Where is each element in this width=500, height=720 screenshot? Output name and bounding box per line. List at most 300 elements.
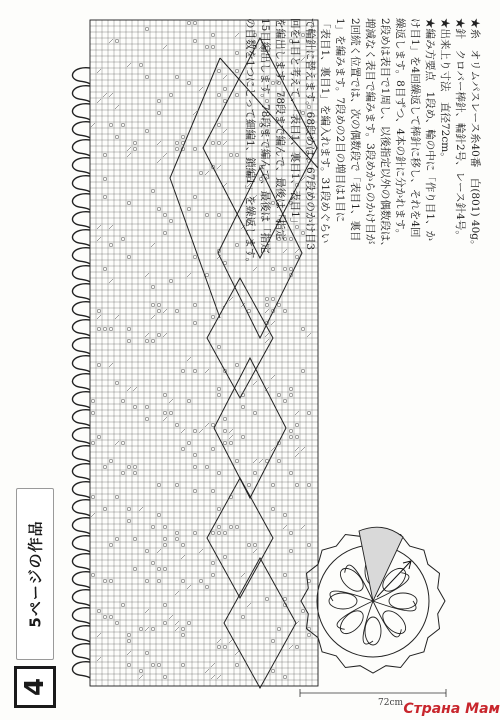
yarn-over-symbol (283, 573, 287, 577)
yarn-over-symbol (145, 549, 149, 553)
yarn-over-symbol (103, 153, 107, 157)
yarn-over-symbol (169, 279, 173, 283)
instructions-text (244, 18, 482, 488)
yarn-over-symbol (181, 543, 185, 547)
yarn-over-symbol (103, 465, 107, 469)
decrease-symbol (187, 357, 191, 361)
decrease-symbol (127, 387, 131, 391)
yarn-over-symbol (217, 471, 221, 475)
yarn-over-symbol (217, 645, 221, 649)
decrease-symbol (157, 159, 161, 163)
instruction-line: ★編み方要点 1段め、輪の中に「作り目1、か (424, 18, 436, 241)
yarn-over-symbol (181, 633, 185, 637)
yarn-over-symbol (247, 543, 251, 547)
decrease-symbol (115, 105, 119, 109)
yarn-over-symbol (109, 327, 113, 331)
yarn-over-symbol (103, 267, 107, 271)
yarn-over-symbol (205, 465, 209, 469)
instruction-line: を編出します。78段まで編んで、最後は「指定 (274, 18, 286, 241)
decrease-symbol (223, 75, 227, 79)
decrease-symbol (163, 333, 167, 337)
yarn-over-symbol (133, 471, 137, 475)
decrease-symbol (127, 63, 131, 67)
scallop-loop (72, 518, 90, 534)
petal (365, 617, 381, 645)
yarn-over-symbol (265, 597, 269, 601)
yarn-over-symbol (235, 51, 239, 55)
yarn-over-symbol (193, 195, 197, 199)
decrease-symbol (175, 591, 179, 595)
yarn-over-symbol (271, 669, 275, 673)
decrease-symbol (115, 315, 119, 319)
yarn-over-symbol (223, 261, 227, 265)
yarn-over-symbol (133, 405, 137, 409)
instruction-line: け目1」を4回繰返して棒針に移し、それを4回 (409, 18, 421, 238)
decrease-symbol (223, 183, 227, 187)
decrease-symbol (169, 615, 173, 619)
yarn-over-symbol (157, 663, 161, 667)
yarn-over-symbol (163, 567, 167, 571)
yarn-over-symbol (151, 663, 155, 667)
instruction-line: 15目編出します。78段まで編んで、最後は「指定 (259, 18, 271, 254)
scallop-loop (72, 158, 90, 174)
yarn-over-symbol (181, 447, 185, 451)
yarn-over-symbol (133, 147, 137, 151)
yarn-over-symbol (235, 69, 239, 73)
decrease-symbol (229, 429, 233, 433)
yarn-over-symbol (205, 585, 209, 589)
yarn-over-symbol (127, 201, 131, 205)
yarn-over-symbol (193, 429, 197, 433)
yarn-over-symbol (271, 639, 275, 643)
decrease-symbol (211, 675, 215, 679)
dimension-label: 72cm (378, 698, 404, 708)
yarn-over-symbol (157, 111, 161, 115)
scallop-loop (72, 284, 90, 300)
doily-motif-diagram (298, 505, 448, 697)
issue-number: 4 (20, 677, 50, 697)
scallop-loop (72, 410, 90, 426)
instruction-line: の目数を1つにとって細編1、鎖編1」を繰返します。 (244, 18, 256, 268)
decrease-symbol (205, 669, 209, 673)
scallop-loop (72, 464, 90, 480)
yarn-over-symbol (145, 405, 149, 409)
yarn-over-symbol (217, 393, 221, 397)
yarn-over-symbol (253, 543, 257, 547)
yarn-over-symbol (229, 525, 233, 529)
dimension-line (300, 689, 446, 697)
decrease-symbol (115, 441, 119, 445)
petal-line (373, 601, 416, 611)
scallop-loop (72, 230, 90, 246)
scallop-loop (72, 248, 90, 264)
scallop-loop (72, 608, 90, 624)
yarn-over-symbol (235, 525, 239, 529)
decrease-symbol (97, 99, 101, 103)
scallop-loop (72, 104, 90, 120)
yarn-over-symbol (157, 333, 161, 337)
decrease-symbol (205, 423, 209, 427)
yarn-over-symbol (115, 537, 119, 541)
yarn-over-symbol (127, 633, 131, 637)
yarn-over-symbol (151, 627, 155, 631)
yarn-over-symbol (151, 561, 155, 565)
yarn-over-symbol (217, 387, 221, 391)
yarn-over-symbol (271, 507, 275, 511)
decrease-symbol (199, 87, 203, 91)
instruction-line: で輪針に替えます。68段めは、67段めのかけ目3 (304, 18, 316, 251)
decrease-symbol (235, 651, 239, 655)
yarn-over-symbol (193, 321, 197, 325)
decrease-symbol (253, 549, 257, 553)
decrease-symbol (157, 549, 161, 553)
yarn-over-symbol (157, 579, 161, 583)
instructions-block (244, 18, 482, 488)
yarn-over-symbol (97, 609, 101, 613)
yarn-over-symbol (91, 411, 95, 415)
yarn-over-symbol (145, 579, 149, 583)
decrease-symbol (223, 129, 227, 133)
yarn-over-symbol (235, 93, 239, 97)
yarn-over-symbol (163, 213, 167, 217)
decrease-symbol (127, 147, 131, 151)
yarn-over-symbol (127, 519, 131, 523)
yarn-over-symbol (223, 531, 227, 535)
yarn-over-symbol (145, 75, 149, 79)
yarn-over-symbol (163, 537, 167, 541)
yarn-over-symbol (175, 483, 179, 487)
instruction-line: ★出来上り寸法 直径72cm。 (439, 18, 451, 163)
decrease-symbol (97, 225, 101, 229)
yarn-over-symbol (187, 21, 191, 25)
yarn-over-symbol (211, 447, 215, 451)
yarn-over-symbol (283, 597, 287, 601)
yarn-over-symbol (211, 423, 215, 427)
yarn-over-symbol (187, 399, 191, 403)
yarn-over-symbol (115, 381, 119, 385)
decrease-symbol (217, 639, 221, 643)
scallop-loop (72, 554, 90, 570)
yarn-over-symbol (151, 285, 155, 289)
yarn-over-symbol (91, 441, 95, 445)
yarn-over-symbol (121, 399, 125, 403)
scallop-loop (72, 176, 90, 192)
yarn-over-symbol (175, 75, 179, 79)
decrease-symbol (283, 525, 287, 529)
yarn-over-symbol (97, 435, 101, 439)
yarn-over-symbol (97, 363, 101, 367)
yarn-over-symbol (133, 465, 137, 469)
yarn-over-symbol (145, 339, 149, 343)
scallop-loop (72, 266, 90, 282)
yarn-over-symbol (235, 459, 239, 463)
decrease-symbol (127, 153, 131, 157)
decrease-symbol (163, 309, 167, 313)
scallop-loop (72, 68, 90, 84)
decrease-symbol (217, 165, 221, 169)
chart-scallop-edge (72, 68, 90, 678)
yarn-over-symbol (127, 339, 131, 343)
yarn-over-symbol (139, 669, 143, 673)
decrease-symbol (97, 633, 101, 637)
yarn-over-symbol (97, 327, 101, 331)
yarn-over-symbol (223, 441, 227, 445)
yarn-over-symbol (223, 555, 227, 559)
decrease-symbol (145, 333, 149, 337)
yarn-over-symbol (163, 411, 167, 415)
decrease-symbol (103, 93, 107, 97)
yarn-over-symbol (211, 573, 215, 577)
decrease-symbol (145, 627, 149, 631)
yarn-over-symbol (211, 531, 215, 535)
yarn-over-symbol (217, 123, 221, 127)
scallop-loop (72, 590, 90, 606)
yarn-over-symbol (121, 441, 125, 445)
scallop-loop (72, 446, 90, 462)
decrease-symbol (223, 303, 227, 307)
yarn-over-symbol (133, 537, 137, 541)
decrease-symbol (187, 585, 191, 589)
yarn-over-symbol (127, 639, 131, 643)
yarn-over-symbol (181, 579, 185, 583)
yarn-over-symbol (163, 231, 167, 235)
yarn-over-symbol (103, 177, 107, 181)
scallop-loop (72, 194, 90, 210)
motif-dimension-line (300, 689, 446, 697)
yarn-over-symbol (211, 141, 215, 145)
scallop-loop (72, 626, 90, 642)
yarn-over-symbol (175, 309, 179, 313)
yarn-over-symbol (217, 531, 221, 535)
yarn-over-symbol (283, 513, 287, 517)
scallop-loop (72, 374, 90, 390)
petal (329, 593, 357, 609)
decrease-symbol (97, 315, 101, 319)
decrease-symbol (211, 663, 215, 667)
yarn-over-symbol (151, 189, 155, 193)
decrease-symbol (223, 141, 227, 145)
yarn-over-symbol (133, 567, 137, 571)
yarn-over-symbol (103, 579, 107, 583)
yarn-over-symbol (235, 153, 239, 157)
yarn-over-symbol (127, 465, 131, 469)
yarn-over-symbol (217, 525, 221, 529)
decrease-symbol (175, 627, 179, 631)
yarn-over-symbol (223, 87, 227, 91)
scallop-loop (72, 536, 90, 552)
decrease-symbol (229, 639, 233, 643)
yarn-over-symbol (157, 513, 161, 517)
yarn-over-symbol (175, 141, 179, 145)
decrease-symbol (151, 315, 155, 319)
yarn-over-symbol (127, 255, 131, 259)
decrease-symbol (181, 555, 185, 559)
decrease-symbol (109, 39, 113, 43)
instruction-line: 回を1目と考えて、「表目1、裏目1、表目1」 (289, 18, 301, 229)
motif-shaded-segment (359, 527, 403, 601)
yarn-over-symbol (103, 507, 107, 511)
yarn-over-symbol (289, 531, 293, 535)
decrease-symbol (109, 279, 113, 283)
decrease-symbol (163, 417, 167, 421)
yarn-over-symbol (157, 483, 161, 487)
decrease-symbol (109, 363, 113, 367)
yarn-over-symbol (157, 303, 161, 307)
yarn-over-symbol (205, 213, 209, 217)
yarn-over-symbol (187, 81, 191, 85)
decrease-symbol (229, 435, 233, 439)
petal-line (363, 601, 373, 644)
yarn-over-symbol (211, 33, 215, 37)
yarn-over-symbol (193, 453, 197, 457)
watermark-text: Страна Мам (403, 701, 500, 717)
yarn-over-symbol (163, 675, 167, 679)
yarn-over-symbol (109, 243, 113, 247)
yarn-over-symbol (109, 123, 113, 127)
yarn-over-symbol (121, 471, 125, 475)
scallop-loop (72, 86, 90, 102)
yarn-over-symbol (169, 411, 173, 415)
yarn-over-symbol (151, 525, 155, 529)
instruction-line: 増減なく表目で編みます。3段めからのかけ目が (364, 18, 376, 245)
decrease-symbol (217, 675, 221, 679)
yarn-over-symbol (175, 537, 179, 541)
yarn-over-symbol (277, 627, 281, 631)
scallop-loop (72, 482, 90, 498)
decrease-symbol (181, 429, 185, 433)
scallop-loop (72, 122, 90, 138)
yarn-over-symbol (133, 141, 137, 145)
yarn-over-symbol (199, 579, 203, 583)
decrease-symbol (187, 273, 191, 277)
yarn-over-symbol (115, 39, 119, 43)
yarn-over-symbol (211, 45, 215, 49)
diamond-outline (224, 558, 296, 688)
scallop-loop (72, 392, 90, 408)
scallop-loop (72, 212, 90, 228)
yarn-over-symbol (115, 495, 119, 499)
yarn-over-symbol (157, 207, 161, 211)
yarn-over-symbol (289, 549, 293, 553)
yarn-over-symbol (223, 645, 227, 649)
yarn-over-symbol (163, 621, 167, 625)
yarn-over-symbol (109, 579, 113, 583)
yarn-over-symbol (151, 303, 155, 307)
yarn-over-symbol (127, 327, 131, 331)
section-title-box (16, 488, 54, 660)
instruction-line: 繰返します。8目ずつ、4本の針に分かれます。 (394, 18, 406, 240)
decrease-symbol (151, 243, 155, 247)
yarn-over-symbol (193, 489, 197, 493)
yarn-over-symbol (187, 621, 191, 625)
issue-number-box (14, 666, 56, 708)
instruction-line: 2段めは表目で1周し、以後指定以外の偶数段は、 (379, 18, 391, 252)
yarn-over-symbol (217, 69, 221, 73)
yarn-over-symbol (205, 45, 209, 49)
yarn-over-symbol (109, 615, 113, 619)
yarn-over-symbol (283, 675, 287, 679)
yarn-over-symbol (157, 309, 161, 313)
decrease-symbol (247, 603, 251, 607)
instruction-line: 1」を編みます。7段めの2目の増目は1目に (334, 18, 346, 223)
yarn-over-symbol (127, 663, 131, 667)
decrease-symbol (205, 369, 209, 373)
yarn-over-symbol (235, 663, 239, 667)
shaded-segment (359, 527, 403, 601)
decrease-symbol (97, 657, 101, 661)
yarn-over-symbol (121, 603, 125, 607)
decrease-symbol (235, 33, 239, 37)
yarn-over-symbol (109, 543, 113, 547)
decrease-symbol (97, 237, 101, 241)
yarn-over-symbol (193, 147, 197, 151)
decrease-symbol (145, 273, 149, 277)
yarn-over-symbol (145, 651, 149, 655)
yarn-over-symbol (175, 423, 179, 427)
yarn-over-symbol (211, 489, 215, 493)
yarn-over-symbol (193, 303, 197, 307)
yarn-over-symbol (199, 171, 203, 175)
scallop-loop (72, 644, 90, 660)
decrease-symbol (97, 69, 101, 73)
yarn-over-symbol (217, 141, 221, 145)
yarn-over-symbol (241, 615, 245, 619)
yarn-over-symbol (121, 123, 125, 127)
decrease-symbol (139, 675, 143, 679)
yarn-over-symbol (181, 369, 185, 373)
scallop-loop (72, 338, 90, 354)
yarn-over-symbol (109, 459, 113, 463)
yarn-over-symbol (163, 603, 167, 607)
scallop-loop (72, 302, 90, 318)
petal (389, 593, 417, 609)
yarn-over-symbol (205, 273, 209, 277)
yarn-over-symbol (193, 39, 197, 43)
yarn-over-symbol (217, 213, 221, 217)
yarn-over-symbol (151, 339, 155, 343)
yarn-over-symbol (91, 573, 95, 577)
yarn-over-symbol (157, 567, 161, 571)
watermark (380, 698, 500, 720)
decrease-symbol (109, 225, 113, 229)
yarn-over-symbol (217, 507, 221, 511)
decrease-symbol (133, 387, 137, 391)
yarn-over-symbol (169, 219, 173, 223)
yarn-over-symbol (193, 465, 197, 469)
yarn-over-symbol (235, 363, 239, 367)
scallop-loop (72, 140, 90, 156)
yarn-over-symbol (163, 525, 167, 529)
decrease-symbol (109, 93, 113, 97)
yarn-over-symbol (145, 27, 149, 31)
decrease-symbol (163, 153, 167, 157)
decrease-symbol (91, 123, 95, 127)
decrease-symbol (175, 621, 179, 625)
scallop-loop (72, 356, 90, 372)
yarn-over-symbol (181, 135, 185, 139)
yarn-over-symbol (181, 627, 185, 631)
instruction-line: ★針 クロバー棒針、輪針2号、レース針4号。 (454, 18, 466, 241)
yarn-over-symbol (229, 153, 233, 157)
yarn-over-symbol (91, 399, 95, 403)
yarn-over-symbol (175, 147, 179, 151)
yarn-over-symbol (223, 99, 227, 103)
yarn-over-symbol (193, 531, 197, 535)
decrease-symbol (199, 429, 203, 433)
section-title: 5ページの作品 (26, 520, 45, 628)
yarn-over-symbol (211, 315, 215, 319)
section-header (14, 488, 56, 712)
